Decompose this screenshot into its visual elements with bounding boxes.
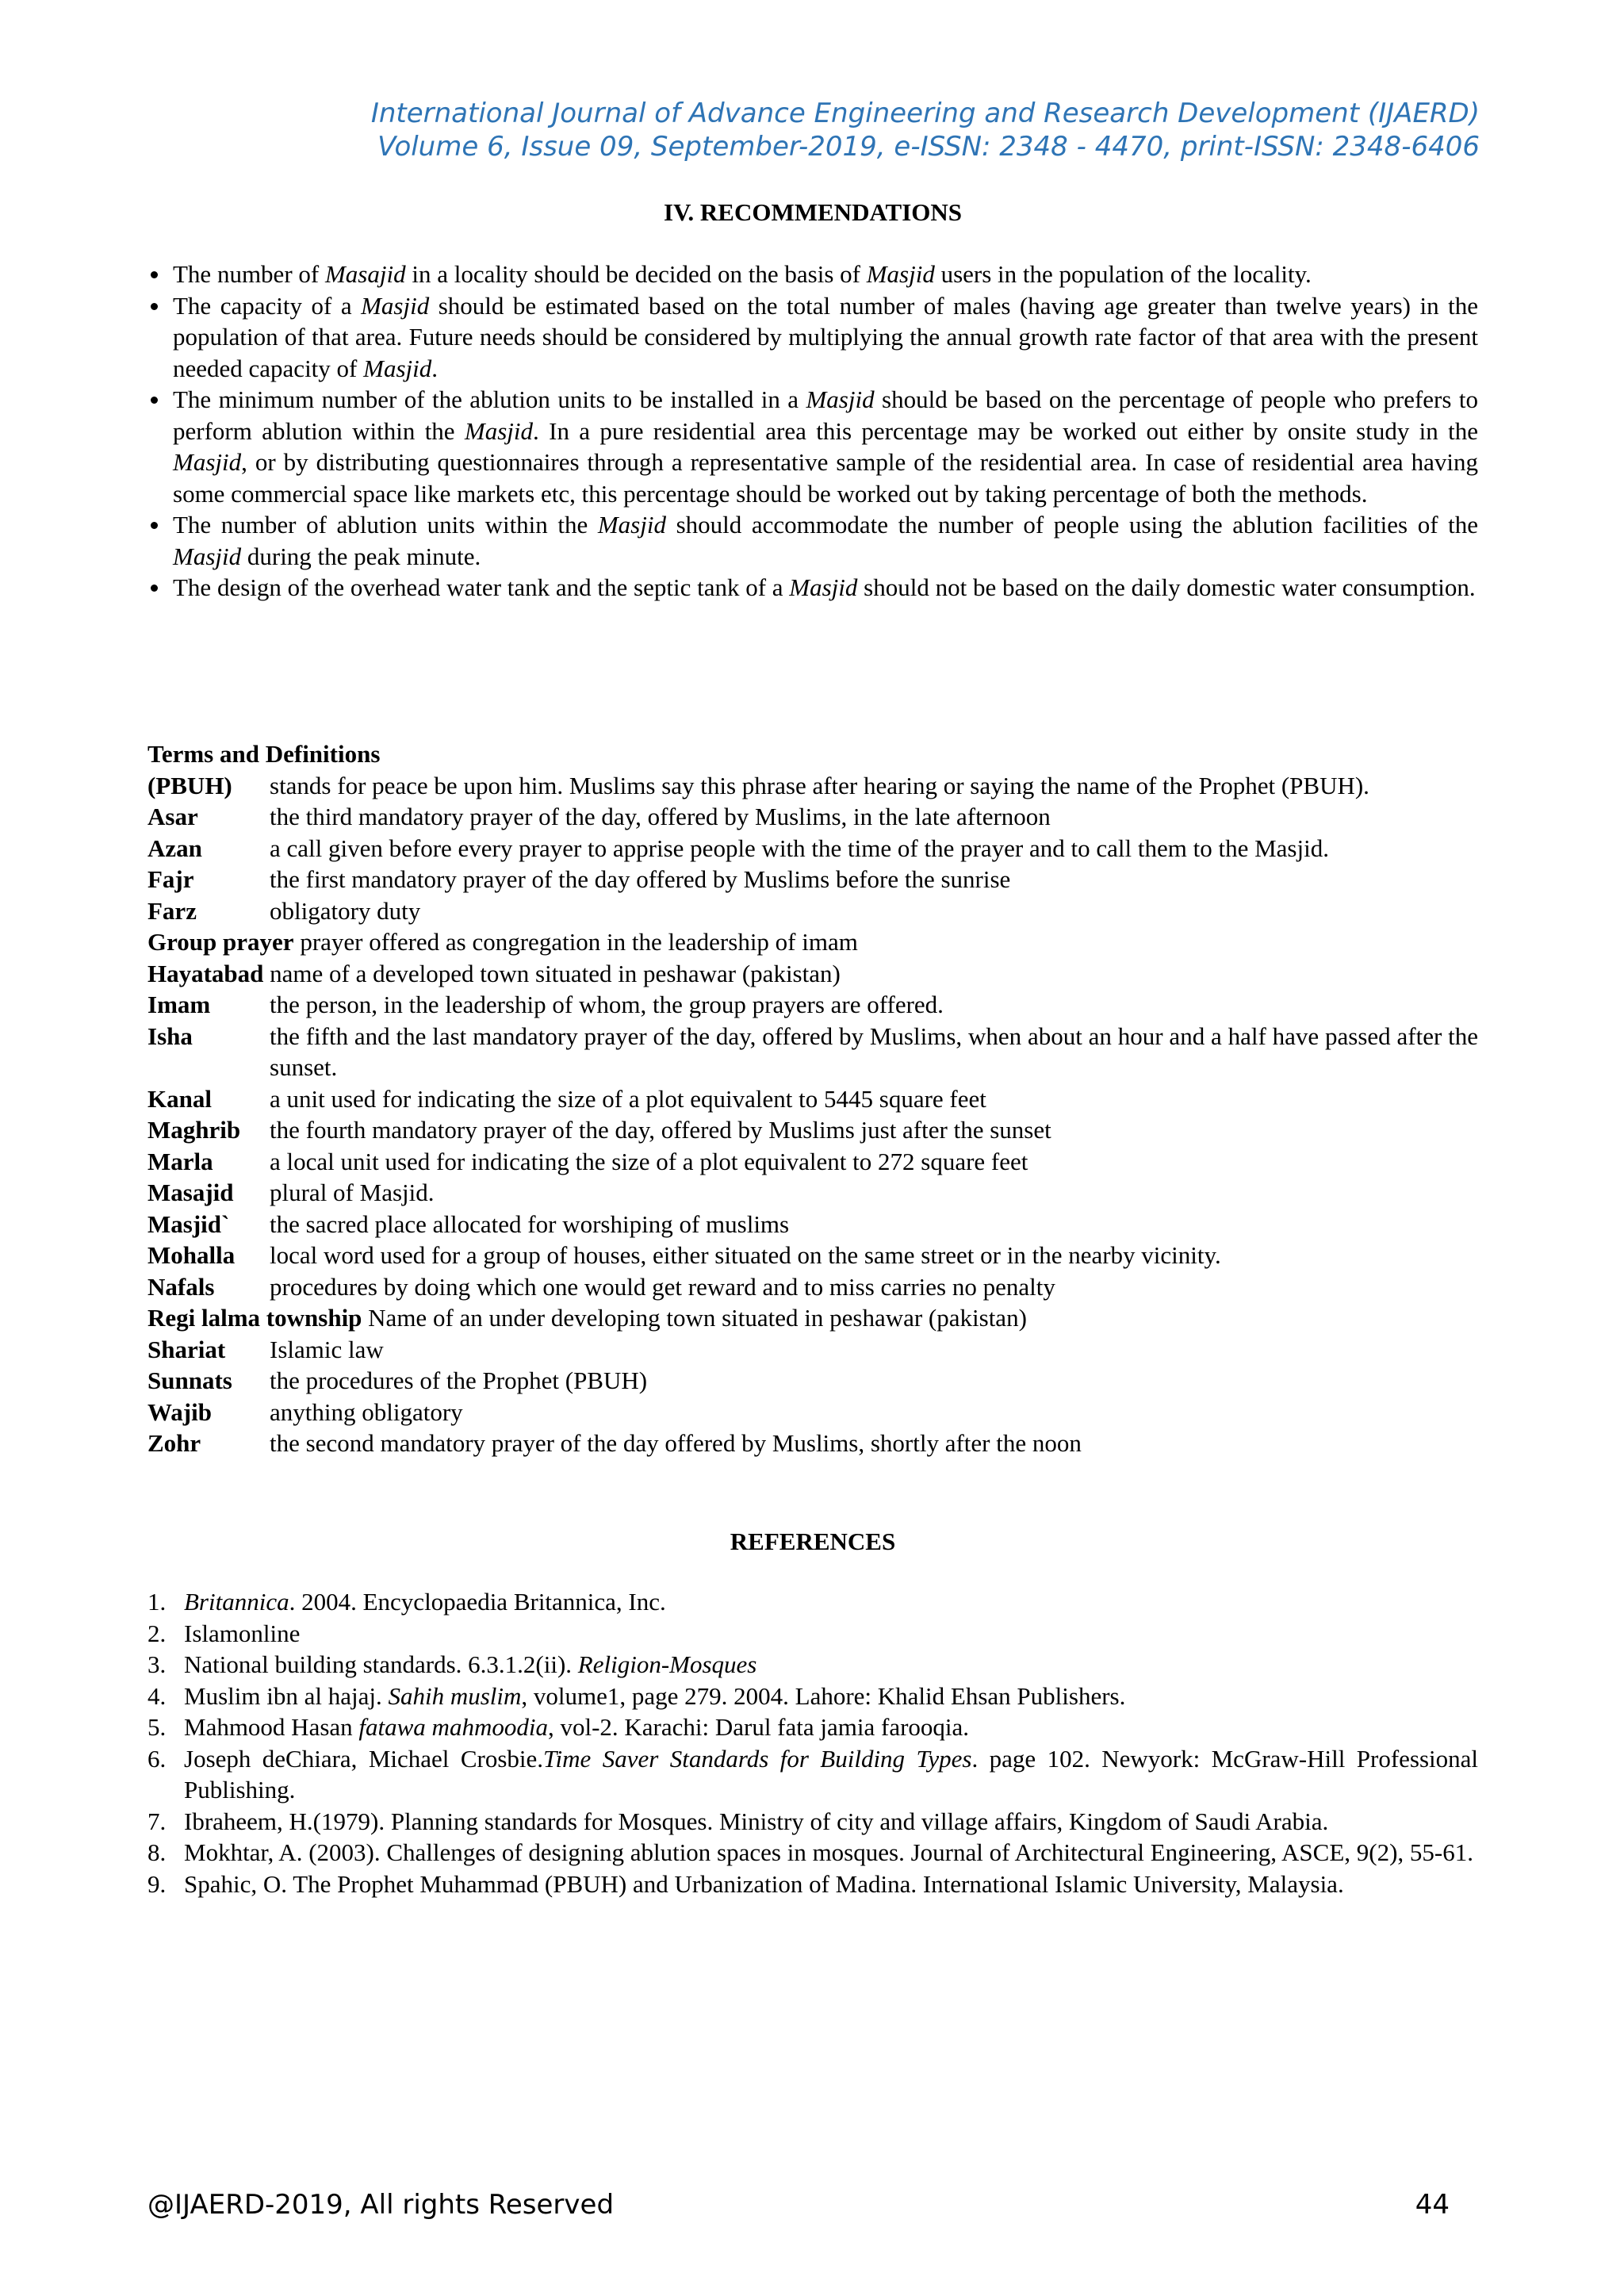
reference-title: Religion-Mosques [577, 1650, 757, 1678]
recommendation-item [147, 572, 1478, 604]
term-name: Mohalla [147, 1241, 236, 1269]
footer-page-number: 44 [1415, 2189, 1450, 2221]
term-definition: the fifth and the last mandatory prayer of the day, offered by Muslims, when about an hour and a half have passed after the sunset. [270, 1022, 1478, 1081]
footer-copyright: @IJAERD-2019, All rights Reserved [147, 2189, 615, 2221]
term-name: Farz [147, 896, 197, 925]
recommendation-item [147, 290, 1478, 385]
reference-text: . page 102. Newyork: McGraw-Hill Professional Publishing. [184, 1744, 1479, 1803]
reference-item [147, 1618, 1478, 1650]
term-name: Isha [147, 1022, 193, 1050]
term-definition: the sacred place allocated for worshiping of muslims [270, 1209, 790, 1238]
term-definition: the first mandatory prayer of the day offered by Muslims before the sunrise [270, 865, 1011, 893]
italic-term: Masjid [173, 448, 242, 476]
recommendation-text: should not be based on the daily domestic water consumption. [857, 573, 1476, 601]
journal-header-issue: Volume 6, Issue 09, September-2019, e-ISSN: 2348 - 4470, print-ISSN: 2348-6406 [377, 131, 1480, 163]
term-definition: Name of an under developing town situated in peshawar (pakistan) [368, 1304, 1027, 1332]
term-name: Maghrib [147, 1116, 241, 1144]
italic-term: Masjid [363, 354, 432, 382]
term-definition: the second mandatory prayer of the day offered by Muslims, shortly after the noon [270, 1429, 1082, 1457]
recommendation-text: should be based on the percentage of people who prefers to perform ablution within the [173, 385, 1478, 445]
term-definition: obligatory duty [270, 896, 421, 925]
recommendation-text: should accommodate the number of people using the ablution facilities of the [665, 511, 1479, 539]
recommendations-heading: IV. RECOMMENDATIONS [663, 198, 963, 226]
term-entry [147, 1240, 1478, 1271]
reference-text: Mokhtar, A. (2003). Challenges of designing ablution spaces in mosques. Journal of Architectural Engineering, ASCE, 9(2), 55-61. [184, 1838, 1473, 1866]
term-entry [147, 833, 1478, 864]
bullet-icon [151, 585, 158, 592]
term-entry [147, 926, 1478, 958]
reference-number: 3. [147, 1650, 167, 1678]
term-definition: prayer offered as congregation in the leadership of imam [300, 928, 858, 956]
reference-text: National building standards. 6.3.1.2(ii). [184, 1650, 578, 1678]
recommendation-item [147, 384, 1478, 509]
term-name: (PBUH) [147, 771, 232, 799]
italic-term: Masjid [361, 291, 430, 320]
term-entry [147, 1428, 1478, 1459]
reference-title: Time Saver Standards for Building Types [543, 1744, 972, 1773]
term-name: Wajib [147, 1397, 212, 1426]
term-name: Asar [147, 803, 198, 830]
journal-header-title: International Journal of Advance Engineering and Research Development (IJAERD) [370, 98, 1480, 129]
reference-number: 4. [147, 1681, 167, 1710]
reference-item [147, 1711, 1478, 1743]
reference-number: 2. [147, 1619, 167, 1647]
terms-section [147, 738, 1478, 1459]
journal-header [371, 97, 1480, 163]
term-name: Hayatabad [147, 959, 264, 987]
italic-term: Masjid [789, 573, 858, 601]
term-definition: procedures by doing which one would get reward and to miss carries no penalty [270, 1272, 1055, 1301]
reference-text: Ibraheem, H.(1979). Planning standards for Mosques. Ministry of city and village affairs, Kingdom of Saudi Arabia. [184, 1807, 1329, 1835]
bullet-icon [151, 271, 158, 278]
recommendation-text: The number of [173, 260, 325, 288]
italic-term: Masjid [173, 542, 242, 570]
term-name: Masajid [147, 1179, 234, 1206]
term-entry [147, 770, 1478, 802]
reference-text: , vol-2. Karachi: Darul fata jamia farooqia. [547, 1713, 970, 1741]
term-entry [147, 864, 1478, 895]
term-name: Masjid` [147, 1209, 230, 1238]
reference-text: Joseph deChiara, Michael Crosbie. [184, 1744, 544, 1773]
term-definition: stands for peace be upon him. Muslims say this phrase after hearing or saying the name of the Prophet (PBUH). [270, 771, 1369, 799]
italic-term: Masjid [866, 260, 935, 288]
term-name: Zohr [147, 1429, 201, 1457]
term-definition: the fourth mandatory prayer of the day, offered by Muslims just after the sunset [270, 1116, 1051, 1144]
term-definition: the person, in the leadership of whom, the group prayers are offered. [270, 991, 944, 1018]
reference-title: Britannica [184, 1588, 289, 1616]
recommendation-text: during the peak minute. [241, 542, 481, 570]
recommendation-text: The capacity of a [173, 291, 362, 320]
term-definition: name of a developed town situated in peshawar (pakistan) [270, 959, 841, 987]
references-section [147, 1586, 1478, 1899]
term-entry [147, 1209, 1478, 1240]
reference-text: , volume1, page 279. 2004. Lahore: Khalid Ehsan Publishers. [521, 1681, 1126, 1710]
term-definition: the procedures of the Prophet (PBUH) [270, 1366, 648, 1394]
reference-number: 9. [147, 1869, 167, 1898]
term-name: Kanal [147, 1084, 212, 1113]
recommendation-item [147, 259, 1478, 290]
term-definition: a local unit used for indicating the size of a plot equivalent to 272 square feet [270, 1147, 1028, 1175]
term-entry [147, 1271, 1478, 1303]
term-entry [147, 1302, 1478, 1334]
recommendation-text: should be estimated based on the total number of males (having age greater than twelve years) in the population of that area. Future needs should be considered by multiplying the annual growth rate factor of that area with the present needed capacity of [173, 291, 1478, 382]
recommendation-text: The number of ablution units within the [173, 511, 598, 539]
term-entry [147, 895, 1478, 927]
reference-item [147, 1649, 1478, 1681]
term-name: Nafals [147, 1272, 215, 1301]
term-definition: a unit used for indicating the size of a plot equivalent to 5445 square feet [270, 1084, 986, 1113]
term-entry [147, 989, 1478, 1021]
reference-text: Muslim ibn al hajaj. [184, 1681, 389, 1710]
term-name: Fajr [147, 865, 194, 893]
recommendation-text: in a locality should be decided on the basis of [405, 260, 867, 288]
term-definition: Islamic law [270, 1335, 384, 1363]
term-definition: the third mandatory prayer of the day, offered by Muslims, in the late afternoon [270, 803, 1051, 830]
italic-term: Masjid [597, 511, 666, 539]
term-entry [147, 1114, 1478, 1146]
reference-text: . 2004. Encyclopaedia Britannica, Inc. [289, 1588, 666, 1616]
recommendations-list [147, 259, 1478, 604]
recommendations-list-container [147, 259, 1478, 604]
reference-number: 6. [147, 1744, 167, 1773]
italic-term: Masajid [324, 260, 406, 288]
reference-title: fatawa mahmoodia [358, 1713, 548, 1741]
term-definition: plural of Masjid. [270, 1179, 435, 1206]
term-entry [147, 1146, 1478, 1178]
term-entry [147, 1334, 1478, 1366]
references-heading: REFERENCES [730, 1527, 896, 1555]
term-definition: local word used for a group of houses, either situated on the same street or in the nearby vicinity. [270, 1241, 1221, 1269]
reference-text: Islamonline [184, 1619, 301, 1647]
recommendation-text: , or by distributing questionnaires through a representative sample of the residential area. In case of residential area having some commercial space like markets etc, this percentage should be worked out by taking percentage of both the methods. [173, 448, 1478, 508]
reference-number: 5. [147, 1713, 167, 1741]
bullet-icon [151, 522, 158, 529]
term-name: Imam [147, 991, 211, 1018]
reference-number: 1. [147, 1588, 167, 1616]
term-entry [147, 1177, 1478, 1209]
term-name: Sunnats [147, 1366, 232, 1394]
reference-number: 7. [147, 1807, 167, 1835]
term-name: Regi lalma township [147, 1304, 362, 1332]
term-entry [147, 801, 1478, 833]
term-entry [147, 958, 1478, 990]
references-list [147, 1586, 1478, 1899]
term-definition: a call given before every prayer to apprise people with the time of the prayer and to call them to the Masjid. [270, 834, 1329, 862]
reference-item [147, 1681, 1478, 1712]
reference-item [147, 1743, 1478, 1806]
reference-item [147, 1869, 1478, 1900]
italic-term: Masjid [464, 416, 534, 445]
recommendation-text: . [431, 354, 438, 382]
recommendation-item [147, 509, 1478, 572]
reference-title: Sahih muslim [388, 1681, 522, 1710]
term-entry [147, 1365, 1478, 1397]
recommendation-text: . In a pure residential area this percentage may be worked out either by onsite study in the [533, 416, 1478, 445]
term-entry [147, 1021, 1478, 1083]
recommendation-text: The design of the overhead water tank and the septic tank of a [173, 573, 790, 601]
term-name: Shariat [147, 1335, 226, 1363]
terms-list [147, 770, 1478, 1459]
reference-item [147, 1586, 1478, 1618]
terms-heading: Terms and Definitions [147, 740, 381, 768]
recommendation-text: users in the population of the locality. [934, 260, 1312, 288]
italic-term: Masjid [806, 385, 875, 413]
term-name: Group prayer [147, 928, 294, 956]
reference-text: Spahic, O. The Prophet Muhammad (PBUH) and Urbanization of Madina. International Islamic University, Malaysia. [184, 1869, 1344, 1898]
reference-item [147, 1837, 1478, 1869]
reference-text: Mahmood Hasan [184, 1713, 359, 1741]
term-name: Azan [147, 834, 202, 862]
reference-item [147, 1806, 1478, 1838]
bullet-icon [151, 303, 158, 310]
term-definition: anything obligatory [270, 1397, 463, 1426]
term-name: Marla [147, 1147, 213, 1175]
term-entry [147, 1397, 1478, 1428]
reference-number: 8. [147, 1838, 167, 1866]
bullet-icon [151, 397, 158, 404]
recommendation-text: The minimum number of the ablution units to be installed in a [173, 385, 806, 413]
term-entry [147, 1083, 1478, 1115]
